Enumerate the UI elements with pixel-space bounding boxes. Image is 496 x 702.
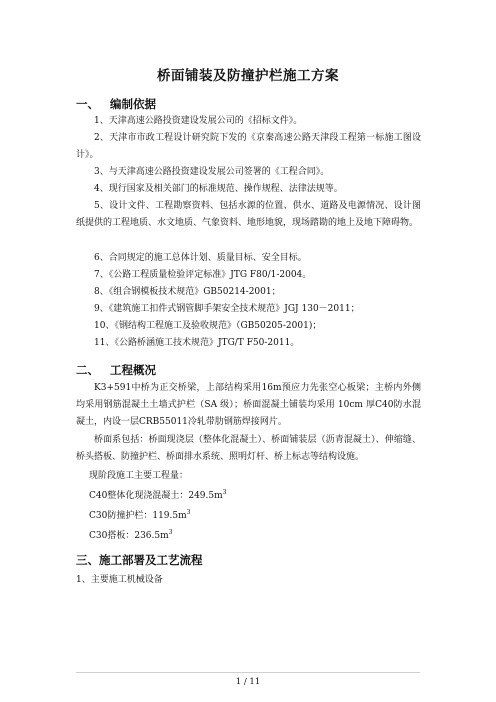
list-item: 3、与天津高速公路投资建设发展公司签署的《工程合同》。 [94,167,330,177]
section-heading-basis [76,96,156,112]
section-number: 二、 [76,363,99,377]
list-item: 4、现行国家及相关部门的标准规范、操作规程、法律法规等。 [94,184,343,194]
document-title: 桥面铺装及防撞护栏施工方案 [157,68,339,84]
quantity-text: C30搭板：236.5m [89,531,169,541]
section-heading-deployment: 三、施工部署及工艺流程 [76,553,203,567]
list-item: 6、合同规定的施工总体计划、质量目标、安全目标。 [94,253,307,263]
quantity-unit-exponent: 3 [222,489,227,496]
list-item: 5、设计文件、工程勘察资料、包括水源的位置、供水、道路及电源情况、设计图纸提供的工程地质、水文地质、气象资料、地形地貌，现场踏勘的地上及地下障碍物。 [76,201,421,228]
section-title: 工程概况 [110,363,156,377]
list-item: 1、天津高速公路投资建设发展公司的《招标文件》。 [94,116,303,126]
list-item: 10、《钢结构工程施工及验收规范》（GB50205-2001)； [94,321,322,331]
list-item: 11、《公路桥涵施工技术规范》JTG/T F50-2011。 [94,338,300,348]
list-item: 8、《组合钢模板技术规范》GB50214-2001； [94,287,281,297]
section-number: 一、 [76,97,99,111]
quantity-heading: 现阶段施工主要工程量： [89,471,189,481]
section-heading-overview [76,362,156,378]
list-item: 2、天津市市政工程设计研究院下发的《京秦高速公路天津段工程第一标施工图设计》。 [76,133,421,160]
paragraph-bridge-structure: K3+591中桥为正交桥梁，上部结构采用16m预应力先张空心板梁；主桥内外侧均采用钢筋混凝土土墙式护栏（SA 级）；桥面混凝土铺装均采用 10cm 厚C40防水混凝土，内设一层CRB55011冷轧带肋钢筋焊接网片。 [76,383,421,427]
section-title: 编制依据 [110,97,156,111]
quantity-unit-exponent: 3 [168,529,173,536]
list-item: 7、《公路工程质量检验评定标准》JTG F80/1-2004。 [94,270,312,280]
list-item: 9、《建筑施工扣件式钢管脚手架安全技术规范》JGJ 130－2011； [94,304,360,314]
paragraph-deck-system: 桥面系包括：桥面现浇层（整体化混凝土）、桥面铺装层（沥青混凝土）、伸缩缝、桥头搭板、防撞护栏、桥面排水系统、照明灯杆、桥上标志等结构设施。 [76,435,421,462]
quantity-item [89,488,226,501]
quantity-item [89,528,172,541]
quantity-item [89,508,190,521]
footer-divider [76,672,420,673]
subsection-heading: 1、主要施工机械设备 [76,575,163,585]
quantity-text: C40整体化现浇混凝土：249.5m [89,491,223,501]
page-number: 1 / 11 [235,677,261,687]
quantity-text: C30防撞护栏：119.5m [89,511,187,521]
quantity-unit-exponent: 3 [186,509,191,516]
